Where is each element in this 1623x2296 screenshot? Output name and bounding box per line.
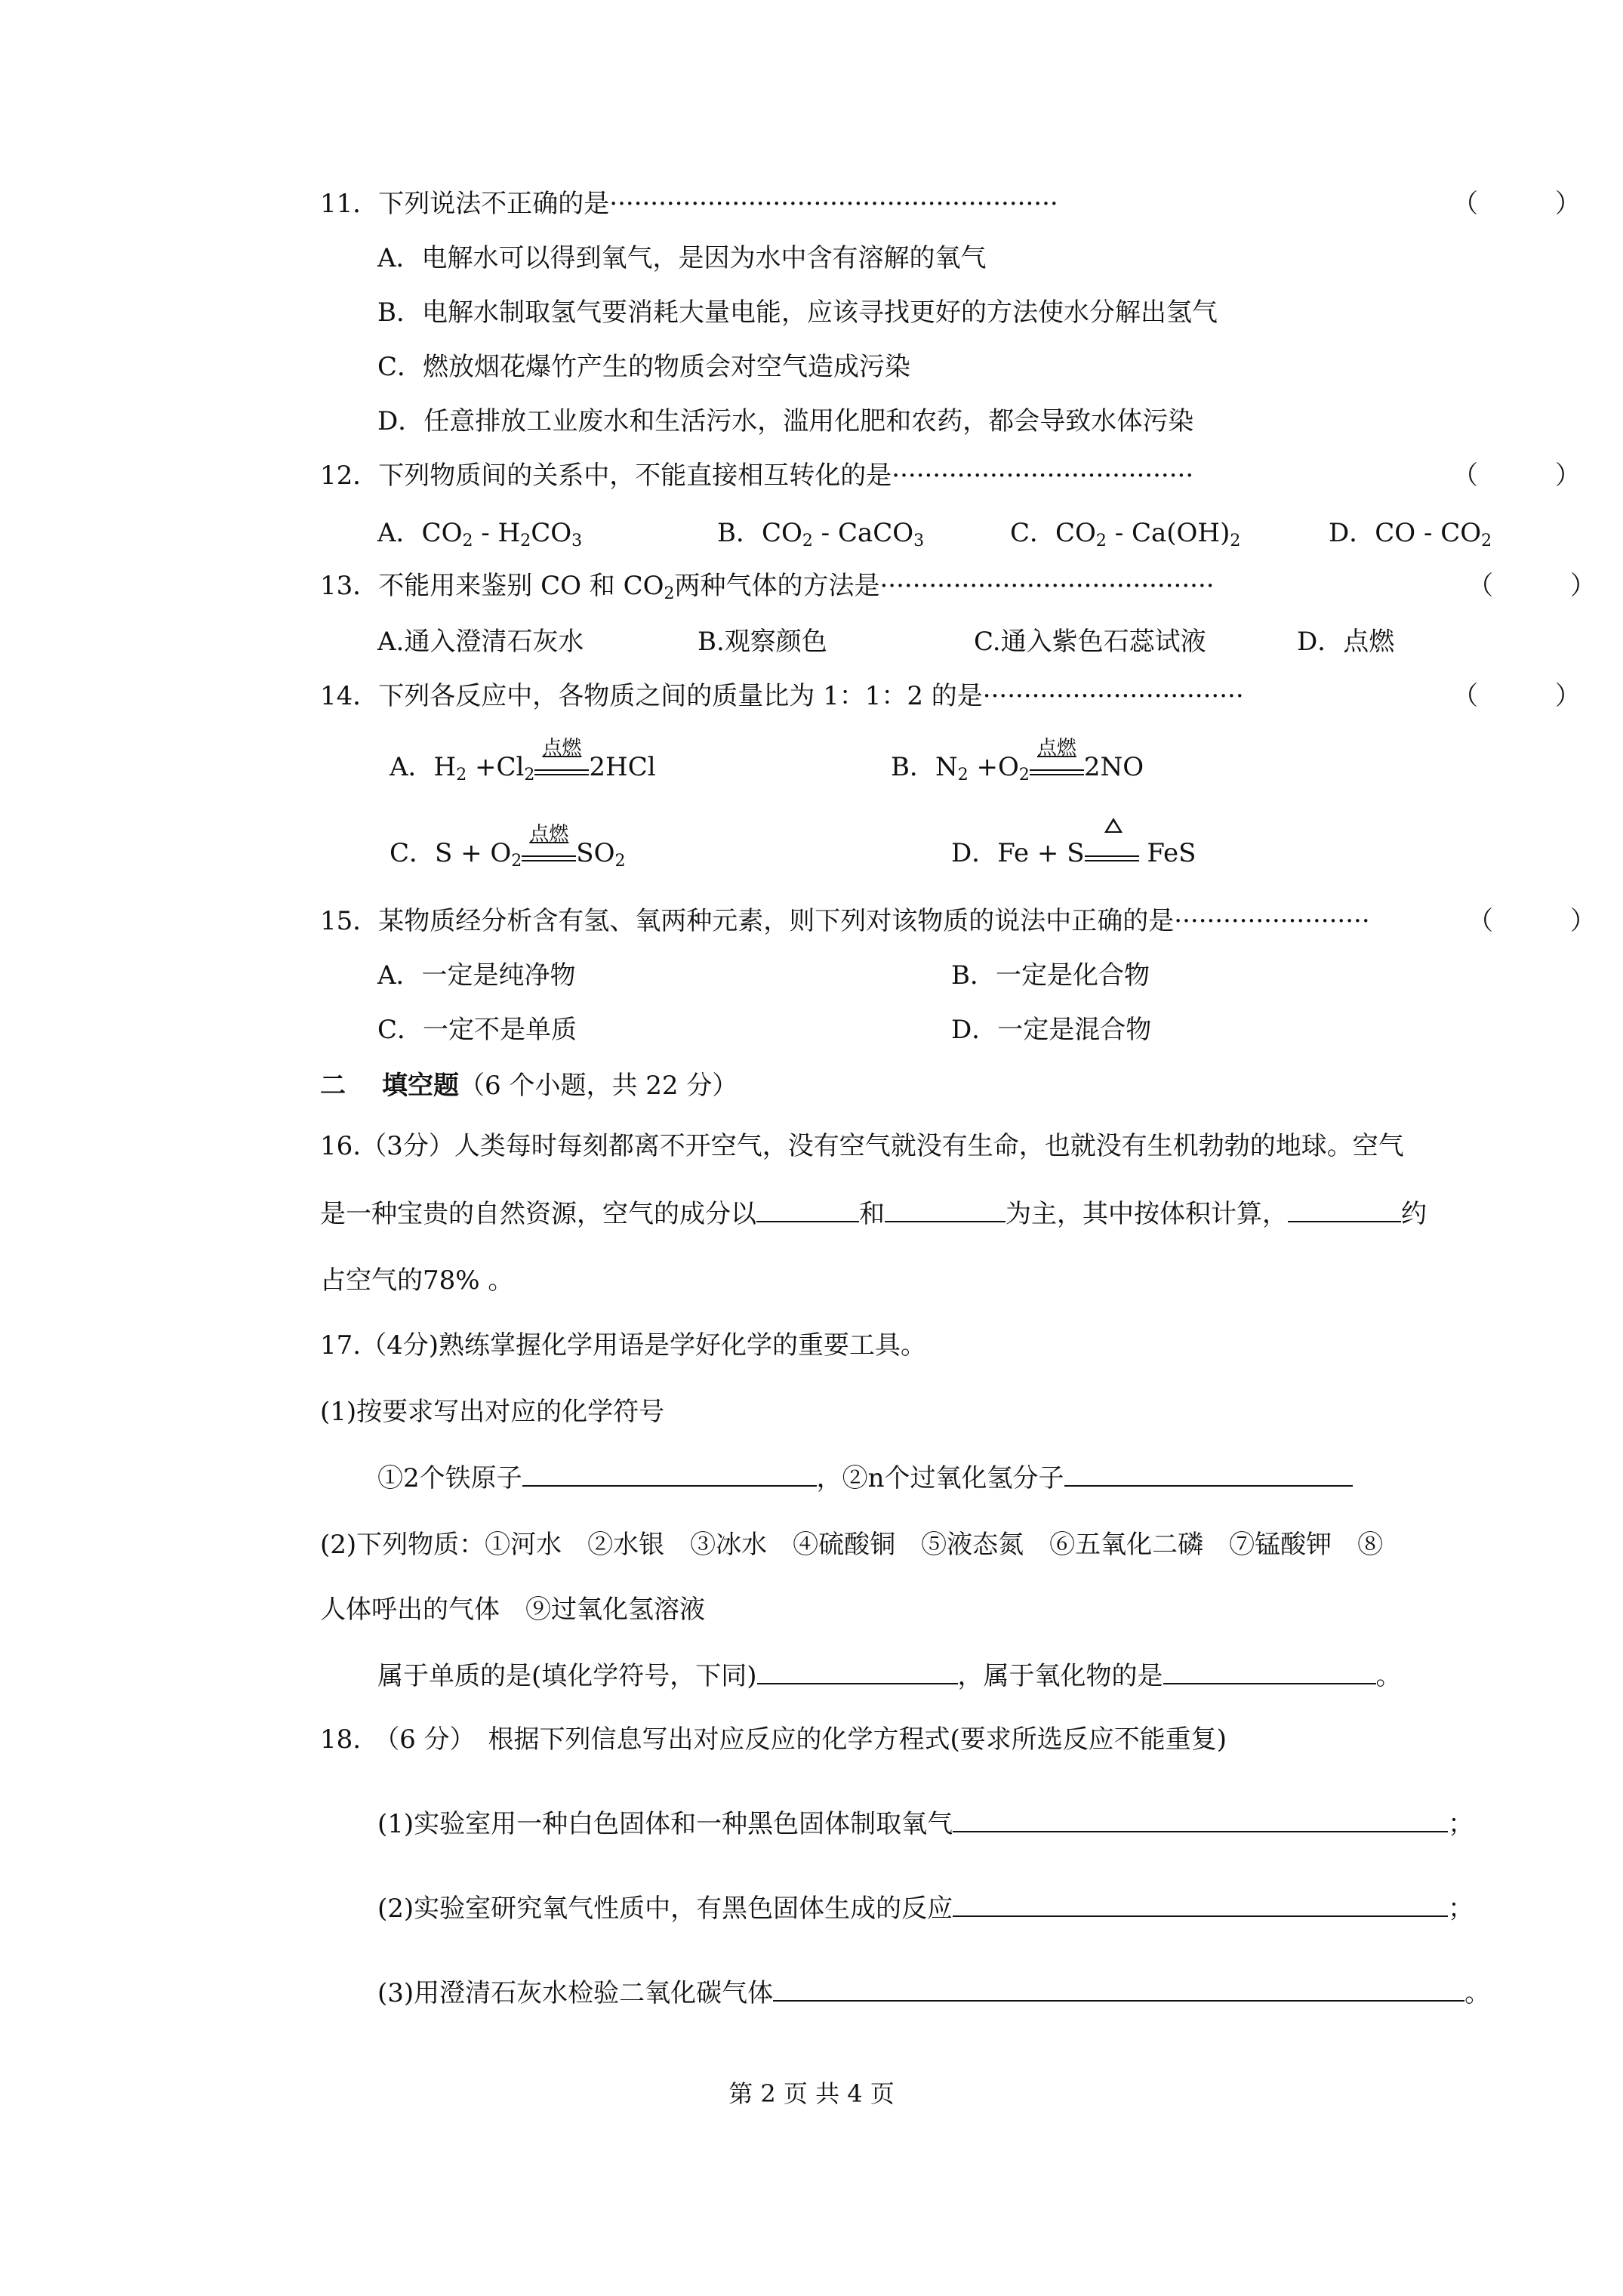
page-footer: 第 2 页 共 4 页	[728, 2079, 895, 2108]
q15-answer-paren: （ ）	[1467, 906, 1596, 936]
q17-line-1: 17.（4分)熟练掌握化学用语是学好化学的重要工具。	[320, 1330, 926, 1361]
q18-part-3: (3)用澄清石灰水检验二氧化碳气体 。	[377, 1978, 1491, 2008]
q16-blank-3[interactable]	[1288, 1198, 1401, 1222]
q14-option-d: D．Fe + S FeS	[951, 835, 1196, 871]
q17-sub-2: (2)下列物质：①河水 ②水银 ③冰水 ④硫酸铜 ⑤液态氮 ⑥五氧化二磷 ⑦锰酸钾 ⑧	[320, 1530, 1384, 1560]
q13-answer-paren: （ ）	[1467, 571, 1596, 601]
q11-option-b: B．电解水制取氢气要消耗大量电能，应该寻找更好的方法使水分解出氢气	[377, 297, 1218, 328]
q11-dots: ·······················································	[609, 189, 1058, 219]
q17-item-2: 属于单质的是(填化学符号，下同) ，属于氧化物的是 。	[377, 1661, 1402, 1691]
q14-b-condition: 点燃	[1030, 753, 1084, 775]
q11-option-d: D．任意排放工业废水和生活污水，滥用化肥和农药，都会导致水体污染	[377, 406, 1194, 436]
q12-option-b: B．$CO_2$ - CaCO$_3$	[717, 518, 925, 550]
q17-blank-elements[interactable]	[757, 1660, 958, 1684]
q13-option-b: B.观察颜色	[698, 627, 827, 657]
q16-line-2: 是一种宝贵的自然资源，空气的成分以 和 为主，其中按体积计算， 约	[320, 1199, 1427, 1229]
q11-stem: 11．下列说法不正确的是	[320, 189, 610, 219]
q13-stem-line	[320, 568, 1215, 604]
heat-triangle-icon	[1104, 818, 1123, 833]
q15-option-d: D．一定是混合物	[951, 1015, 1152, 1045]
q18-blank-2[interactable]	[953, 1893, 1448, 1917]
q13-stem-pre: 13．不能用来鉴别 CO 和 CO	[320, 571, 664, 601]
section-2-title: 填空题	[382, 1071, 459, 1101]
section-2-heading	[320, 1068, 738, 1104]
q18-part-1: (1)实验室用一种白色固体和一种黑色固体制取氧气 ；	[377, 1809, 1474, 1839]
q12-dots: ·····································	[892, 461, 1194, 491]
q12-stem: 12．下列物质间的关系中，不能直接相互转化的是	[320, 461, 892, 491]
q15-stem-line	[320, 903, 1370, 939]
q13-option-d: D．点燃	[1297, 627, 1395, 657]
q11-option-c: C．燃放烟花爆竹产生的物质会对空气造成污染	[377, 352, 911, 382]
q16-line-3: 占空气的78% 。	[320, 1265, 514, 1296]
q18-line-1: 18. （6 分） 根据下列信息写出对应反应的化学方程式(要求所选反应不能重复)	[320, 1724, 1227, 1755]
q11-stem-line	[320, 186, 1058, 222]
q17-blank-h2o2-molecules[interactable]	[1064, 1462, 1353, 1487]
q12-option-c: C．$CO_2 - Ca(OH)_2$	[1010, 518, 1241, 550]
q16-blank-2[interactable]	[885, 1198, 1006, 1222]
q14-c-condition: 点燃	[522, 839, 576, 861]
q13-option-c: C.通入紫色石蕊试液	[974, 627, 1206, 657]
q15-dots: ························	[1174, 906, 1370, 936]
q17-sub-1: (1)按要求写出对应的化学符号	[320, 1397, 665, 1427]
q12-option-d: D．CO - $CO_2$	[1329, 518, 1492, 550]
q14-option-a: A．$H_2 +Cl_2$ 点燃 2HCl	[390, 737, 656, 784]
q18-blank-3[interactable]	[773, 1977, 1464, 2002]
q13-option-a: A.通入澄清石灰水	[377, 627, 584, 657]
q11-answer-paren: （ ）	[1452, 189, 1581, 219]
q14-d-heat-condition	[1085, 839, 1139, 861]
q16-line-1: 16.（3分）人类每时每刻都离不开空气，没有空气就没有生命，也就没有生机勃勃的地球。空气	[320, 1131, 1404, 1161]
q14-option-b: B．$N_2 +O_2$ 点燃 2NO	[891, 737, 1144, 784]
q12-answer-paren: （ ）	[1452, 461, 1581, 491]
q13-stem-sub: 2	[664, 584, 675, 603]
q11-option-a: A．电解水可以得到氧气，是因为水中含有溶解的氧气	[377, 243, 987, 273]
q18-blank-1[interactable]	[953, 1808, 1448, 1832]
q14-stem: 14．下列各反应中，各物质之间的质量比为 1：1：2 的是	[320, 681, 983, 711]
section-2-number: 二	[320, 1071, 346, 1101]
q14-stem-line	[320, 678, 1244, 714]
q14-answer-paren: （ ）	[1452, 681, 1581, 711]
q12-stem-line	[320, 458, 1193, 494]
q13-stem-post: 两种气体的方法是	[674, 571, 880, 601]
q15-option-b: B．一定是化合物	[951, 960, 1150, 991]
q17-item-1: ①2个铁原子 ，②n个过氧化氢分子	[377, 1460, 1353, 1496]
q14-a-condition: 点燃	[534, 753, 589, 775]
q16-blank-1[interactable]	[756, 1198, 859, 1222]
q15-option-c: C．一定不是单质	[377, 1015, 577, 1045]
q12-option-a: A．$CO_2 - H_2CO_3$	[377, 518, 583, 550]
q15-option-a: A．一定是纯净物	[377, 960, 576, 991]
q13-dots: ·········································	[879, 571, 1215, 601]
q14-option-c: C．$S + O_2$ 点燃 $SO_2$	[390, 823, 626, 871]
q17-blank-oxides[interactable]	[1163, 1660, 1376, 1684]
q18-part-2: (2)实验室研究氧气性质中，有黑色固体生成的反应 ；	[377, 1894, 1474, 1924]
q15-stem: 15．某物质经分析含有氢、氧两种元素，则下列对该物质的说法中正确的是	[320, 906, 1175, 936]
q17-sub-2b: 人体呼出的气体 ⑨过氧化氢溶液	[320, 1595, 705, 1625]
section-2-note: （6 个小题，共 22 分）	[459, 1071, 738, 1101]
q17-blank-iron-atoms[interactable]	[522, 1462, 817, 1487]
q14-dots: ································	[982, 681, 1244, 711]
